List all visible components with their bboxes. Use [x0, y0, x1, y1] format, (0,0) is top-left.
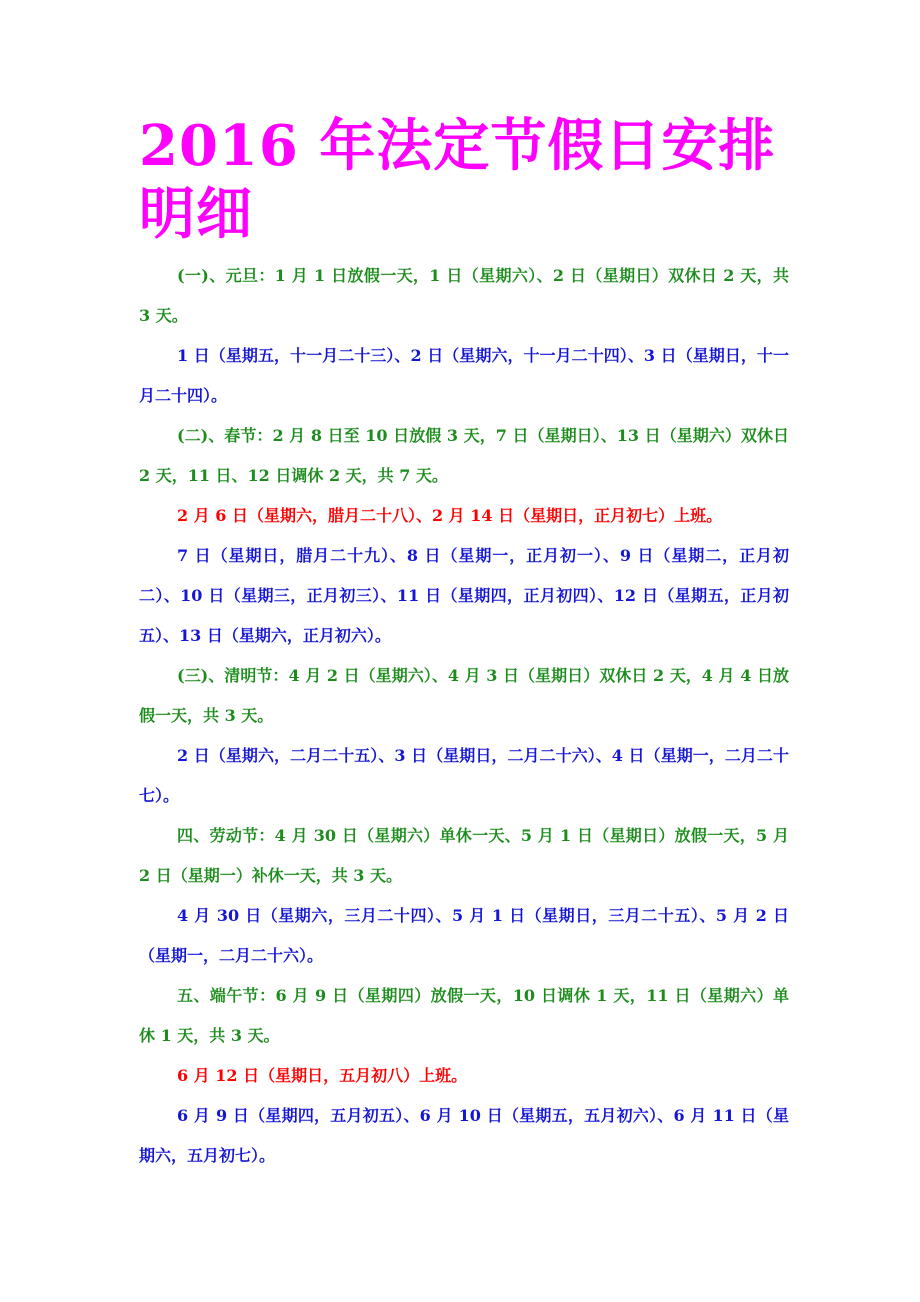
paragraph-new-year-dates: 1 日（星期五，十一月二十三）、2 日（星期六，十一月二十四）、3 日（星期日，十一月二十四）。 [139, 346, 789, 405]
paragraph-dragon-boat-workday: 6 月 12 日（星期日，五月初八）上班。 [177, 1066, 468, 1085]
paragraph-labor-day: 四、劳动节：4 月 30 日（星期六）单休一天、5 月 1 日（星期日）放假一天，5 月 2 日（星期一）补休一天，共 3 天。 [139, 826, 789, 885]
paragraph-spring-festival-dates: 7 日（星期日，腊月二十九）、8 日（星期一，正月初一）、9 日（星期二，正月初二）、10 日（星期三，正月初三）、11 日（星期四，正月初四）、12 日（星期五，正月初五）、13 日（星期六，正月初六）。 [139, 546, 789, 645]
paragraph-new-year: (一)、元旦：1 月 1 日放假一天，1 日（星期六）、2 日（星期日）双休日 2 天，共 3 天。 [139, 266, 789, 325]
paragraph-labor-day-dates: 4 月 30 日（星期六，三月二十四）、5 月 1 日（星期日，三月二十五）、5 月 2 日（星期一，二月二十六）。 [139, 906, 789, 965]
document-title: 2016 年法定节假日安排明细 [139, 113, 776, 247]
document-page [139, 112, 789, 1176]
paragraph-dragon-boat-dates: 6 月 9 日（星期四，五月初五）、6 月 10 日（星期五，五月初六）、6 月 11 日（星期六，五月初七）。 [139, 1106, 789, 1165]
holiday-schedule [139, 256, 789, 1176]
paragraph-dragon-boat: 五、端午节：6 月 9 日（星期四）放假一天，10 日调休 1 天，11 日（星期六）单休 1 天，共 3 天。 [139, 986, 789, 1045]
paragraph-qingming: (三)、清明节：4 月 2 日（星期六）、4 月 3 日（星期日）双休日 2 天，4 月 4 日放假一天，共 3 天。 [139, 666, 789, 725]
paragraph-qingming-dates: 2 日（星期六，二月二十五）、3 日（星期日，二月二十六）、4 日（星期一，二月二十七）。 [139, 746, 789, 805]
paragraph-spring-festival: (二)、春节：2 月 8 日至 10 日放假 3 天，7 日（星期日）、13 日（星期六）双休日 2 天，11 日、12 日调休 2 天，共 7 天。 [139, 426, 789, 485]
paragraph-spring-festival-workdays: 2 月 6 日（星期六，腊月二十八）、2 月 14 日（星期日，正月初七）上班。 [177, 506, 723, 525]
